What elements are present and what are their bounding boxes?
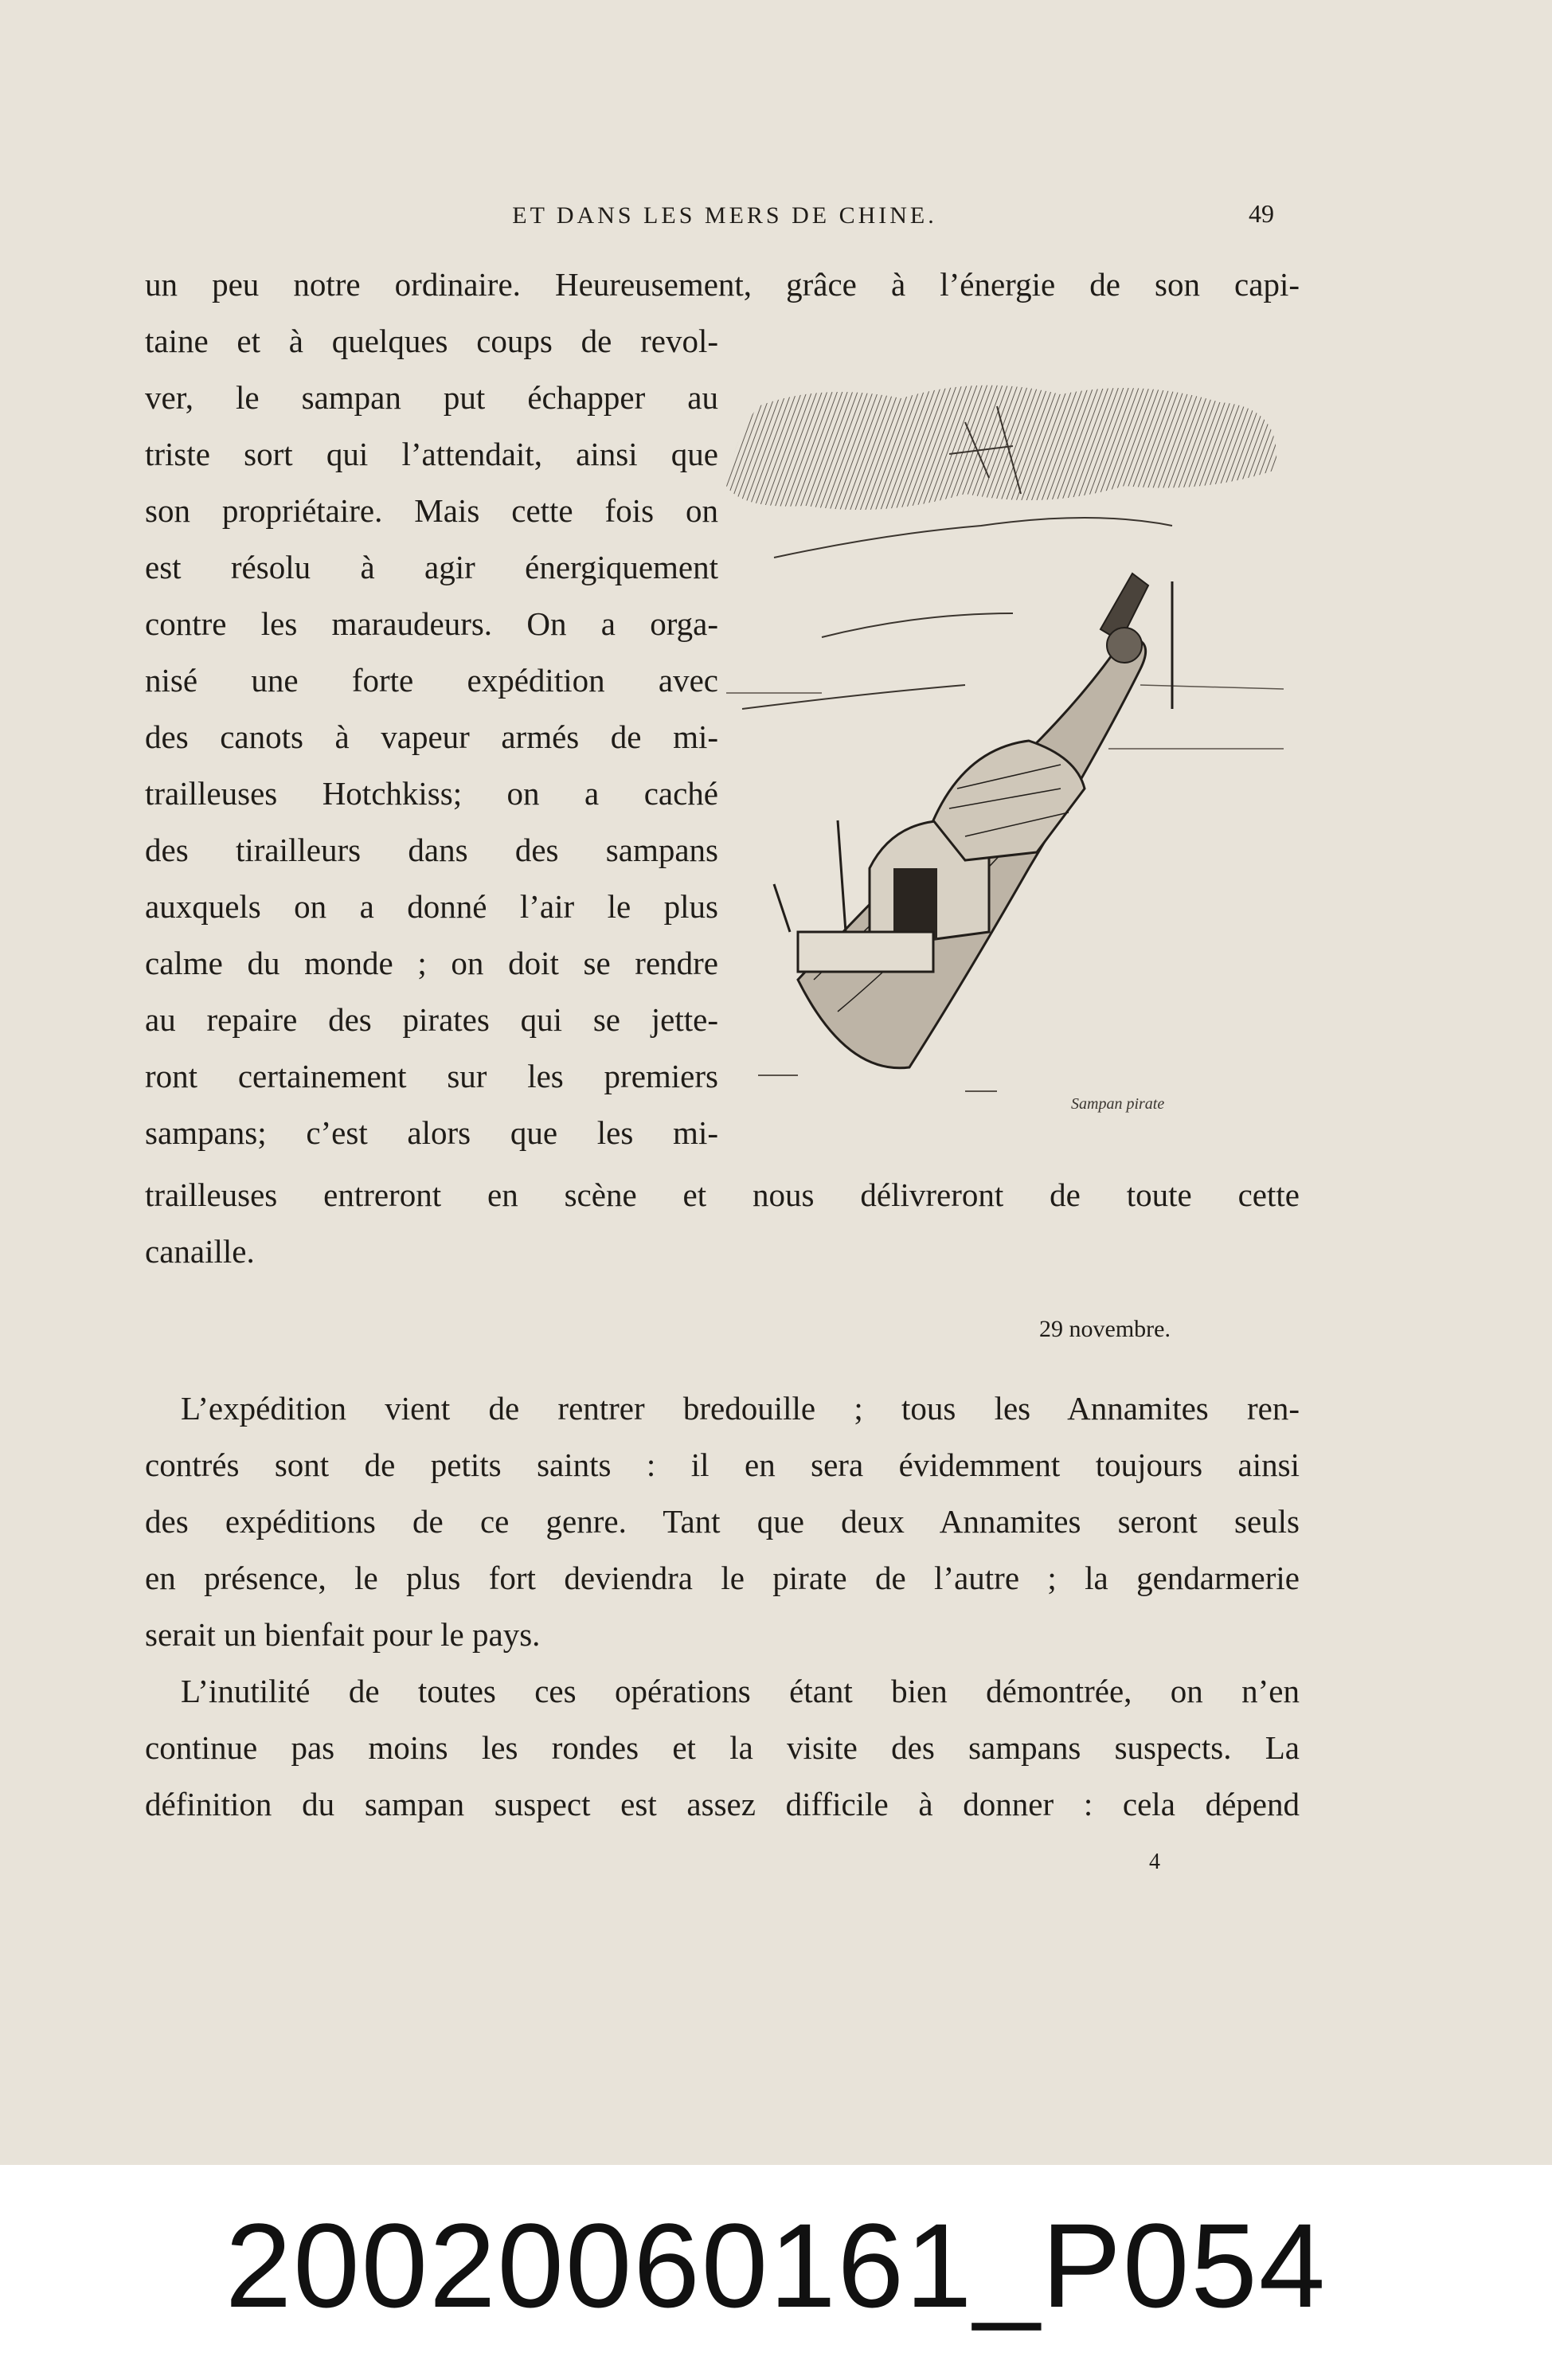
sampan-illustration — [726, 374, 1300, 1139]
text-line: triste sort qui l’attendait, ainsi que — [145, 436, 718, 472]
scan-identifier: 20020060161_P054 — [225, 2198, 1327, 2332]
text-line: trailleuses entreront en scène et nous délivreront de toute cette — [145, 1176, 1300, 1213]
text-line: L’inutilité de toutes ces opérations étant bien démontrée, on n’en — [181, 1673, 1300, 1709]
text-line: définition du sampan suspect est assez difficile à donner : cela dépend — [145, 1786, 1300, 1822]
running-head: ET DANS LES MERS DE CHINE. — [512, 202, 937, 229]
text-line: en présence, le plus fort deviendra le pirate de l’autre ; la gendarmerie — [145, 1560, 1300, 1596]
text-line: calme du monde ; on doit se rendre — [145, 945, 718, 981]
text-line: sampans; c’est alors que les mi- — [145, 1114, 718, 1151]
dateline: 29 novembre. — [1039, 1316, 1171, 1342]
text-line: auxquels on a donné l’air le plus — [145, 888, 718, 925]
illustration-caption: Sampan pirate — [1071, 1095, 1165, 1113]
sampan-drawing-icon — [726, 374, 1300, 1139]
text-line: des tirailleurs dans des sampans — [145, 832, 718, 868]
text-line: trailleuses Hotchkiss; on a caché — [145, 775, 718, 812]
text-line: ver, le sampan put échapper au — [145, 379, 718, 416]
text-line: canaille. — [145, 1233, 255, 1270]
text-line: continue pas moins les rondes et la visite des sampans suspects. La — [145, 1729, 1300, 1766]
body-text-top — [145, 256, 1300, 313]
text-line: ront certainement sur les premiers — [145, 1058, 718, 1094]
paragraph-2 — [145, 1380, 1300, 1663]
text-line: un peu notre ordinaire. Heureusement, grâce à l’énergie de son capi- — [145, 266, 1300, 303]
body-text-narrow-column — [145, 313, 718, 1161]
text-line: serait un bienfait pour le pays. — [145, 1616, 541, 1653]
signature-mark: 4 — [1149, 1850, 1160, 1874]
text-line: au repaire des pirates qui se jette- — [145, 1001, 718, 1038]
text-line: nisé une forte expédition avec — [145, 662, 718, 699]
text-line: est résolu à agir énergiquement — [145, 549, 718, 585]
text-line: L’expédition vient de rentrer bredouille ; tous les Annamites ren- — [181, 1390, 1300, 1427]
text-line: des expéditions de ce genre. Tant que deux Annamites seront seuls — [145, 1503, 1300, 1540]
paragraph-3 — [145, 1663, 1300, 1833]
text-line: son propriétaire. Mais cette fois on — [145, 492, 718, 529]
text-line: des canots à vapeur armés de mi- — [145, 718, 718, 755]
text-line: taine et à quelques coups de revol- — [145, 323, 718, 359]
body-text-tail — [145, 1167, 1300, 1280]
text-line: contre les maraudeurs. On a orga- — [145, 605, 718, 642]
text-line: contrés sont de petits saints : il en sera évidemment toujours ainsi — [145, 1446, 1300, 1483]
page-number: 49 — [1249, 199, 1274, 228]
